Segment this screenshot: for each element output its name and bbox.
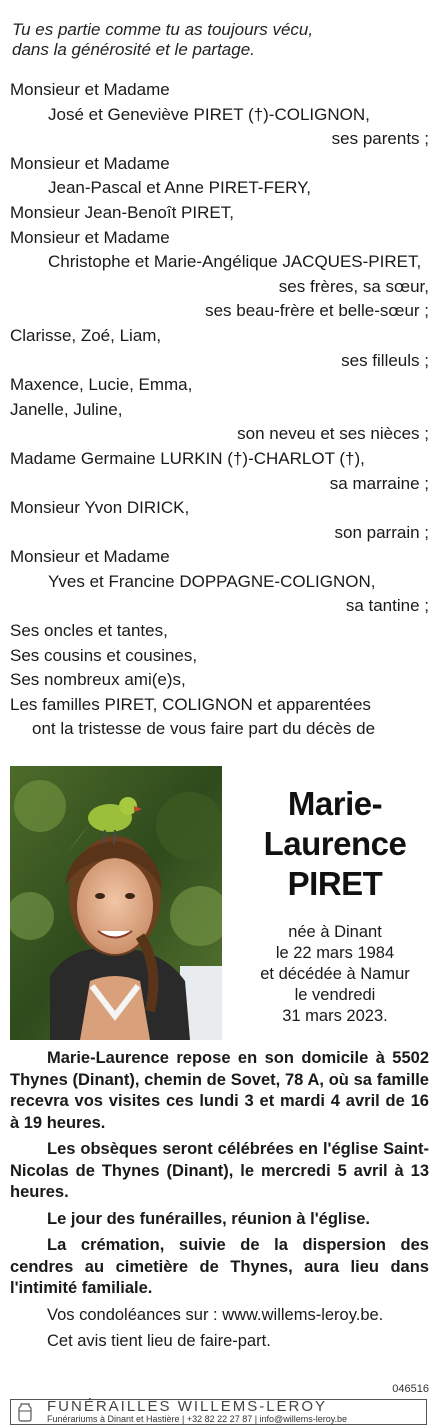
reference-number: 046516 [392, 1383, 429, 1395]
funeral-paragraph: Vos condoléances sur : www.willems-leroy.be. [47, 1305, 384, 1324]
portrait-photo [10, 766, 222, 1040]
funeral-home-name: FUNÉRAILLES WILLEMS-LEROY [47, 1398, 328, 1415]
deceased-name-line: PIRET [287, 865, 383, 902]
family-line: Ses cousins et cousines, [10, 645, 198, 665]
family-line: son parrain ; [334, 522, 429, 542]
family-line: ses parents ; [331, 129, 429, 149]
funeral-paragraph: Le jour des funérailles, réunion à l'église. [47, 1209, 371, 1228]
family-line: Christophe et Marie-Angélique JACQUES-PIRET, [48, 252, 422, 272]
date-line: née à Dinant [288, 923, 382, 941]
family-line: ses frères, sa sœur, [278, 276, 429, 296]
date-line: et décédée à Namur [260, 965, 410, 983]
family-line: ses beau-frère et belle-sœur ; [205, 301, 429, 321]
family-line: Maxence, Lucie, Emma, [10, 375, 193, 395]
family-line: ses filleuls ; [341, 350, 429, 370]
funeral-paragraph: Marie-Laurence repose en son domicile à 5502 Thynes (Dinant), chemin de Sovet, 78 A, où sa famille recevra vos visites ces lundi 3 et mardi 4 avril de 16 à 19 heures. [10, 1049, 429, 1132]
family-list [0, 78, 439, 742]
family-line: Yves et Francine DOPPAGNE-COLIGNON, [48, 571, 376, 591]
family-line: sa marraine ; [329, 473, 429, 493]
date-line: le vendredi [294, 986, 376, 1004]
family-line: son neveu et ses nièces ; [237, 424, 429, 444]
urn-icon [15, 1402, 35, 1423]
date-line: le 22 mars 1984 [275, 944, 395, 962]
deceased-name-line: Laurence [263, 825, 407, 862]
portrait-image [10, 766, 222, 1040]
family-line: Madame Germaine LURKIN (†)-CHARLOT (†), [10, 448, 365, 468]
deceased-block [240, 784, 430, 1027]
epitaph-line: dans la générosité et le partage. [12, 40, 255, 59]
date-line: 31 mars 2023. [282, 1007, 388, 1025]
funeral-home-contact: Funérariums à Dinant et Hastière | +32 82 22 27 87 | info@willems-leroy.be [47, 1414, 348, 1424]
family-line: ont la tristesse de vous faire part du décès de [32, 719, 376, 739]
family-line: Monsieur Yvon DIRICK, [10, 498, 190, 518]
family-line: Monsieur et Madame [10, 227, 170, 247]
deceased-name-line: Marie- [287, 785, 383, 822]
funeral-details [10, 1048, 429, 1358]
family-line: Ses oncles et tantes, [10, 621, 168, 641]
family-line: Monsieur et Madame [10, 153, 170, 173]
family-line: Janelle, Juline, [10, 399, 123, 419]
epitaph [12, 20, 432, 60]
epitaph-line: Tu es partie comme tu as toujours vécu, [12, 20, 314, 39]
family-line: Clarisse, Zoé, Liam, [10, 325, 162, 345]
funeral-paragraph: Les obsèques seront célébrées en l'église Saint-Nicolas de Thynes (Dinant), le mercredi 5 avril à 13 heures. [10, 1140, 429, 1201]
family-line: Ses nombreux ami(e)s, [10, 670, 186, 690]
family-line: Monsieur et Madame [10, 80, 170, 99]
funeral-home-footer [10, 1399, 427, 1425]
funeral-paragraph: Cet avis tient lieu de faire-part. [47, 1332, 271, 1350]
birth-death-dates [240, 922, 430, 1027]
family-line: Monsieur et Madame [10, 547, 170, 567]
family-line: Jean-Pascal et Anne PIRET-FERY, [48, 178, 312, 198]
family-line: José et Geneviève PIRET (†)-COLIGNON, [48, 104, 370, 124]
family-line: Les familles PIRET, COLIGNON et apparentées [10, 694, 371, 714]
family-line: sa tantine ; [345, 596, 429, 616]
funeral-paragraph: La crémation, suivie de la dispersion des cendres au cimetière de Thynes, aura lieu dans l'intimité familiale. [10, 1236, 429, 1297]
family-line: Monsieur Jean-Benoît PIRET, [10, 202, 234, 222]
